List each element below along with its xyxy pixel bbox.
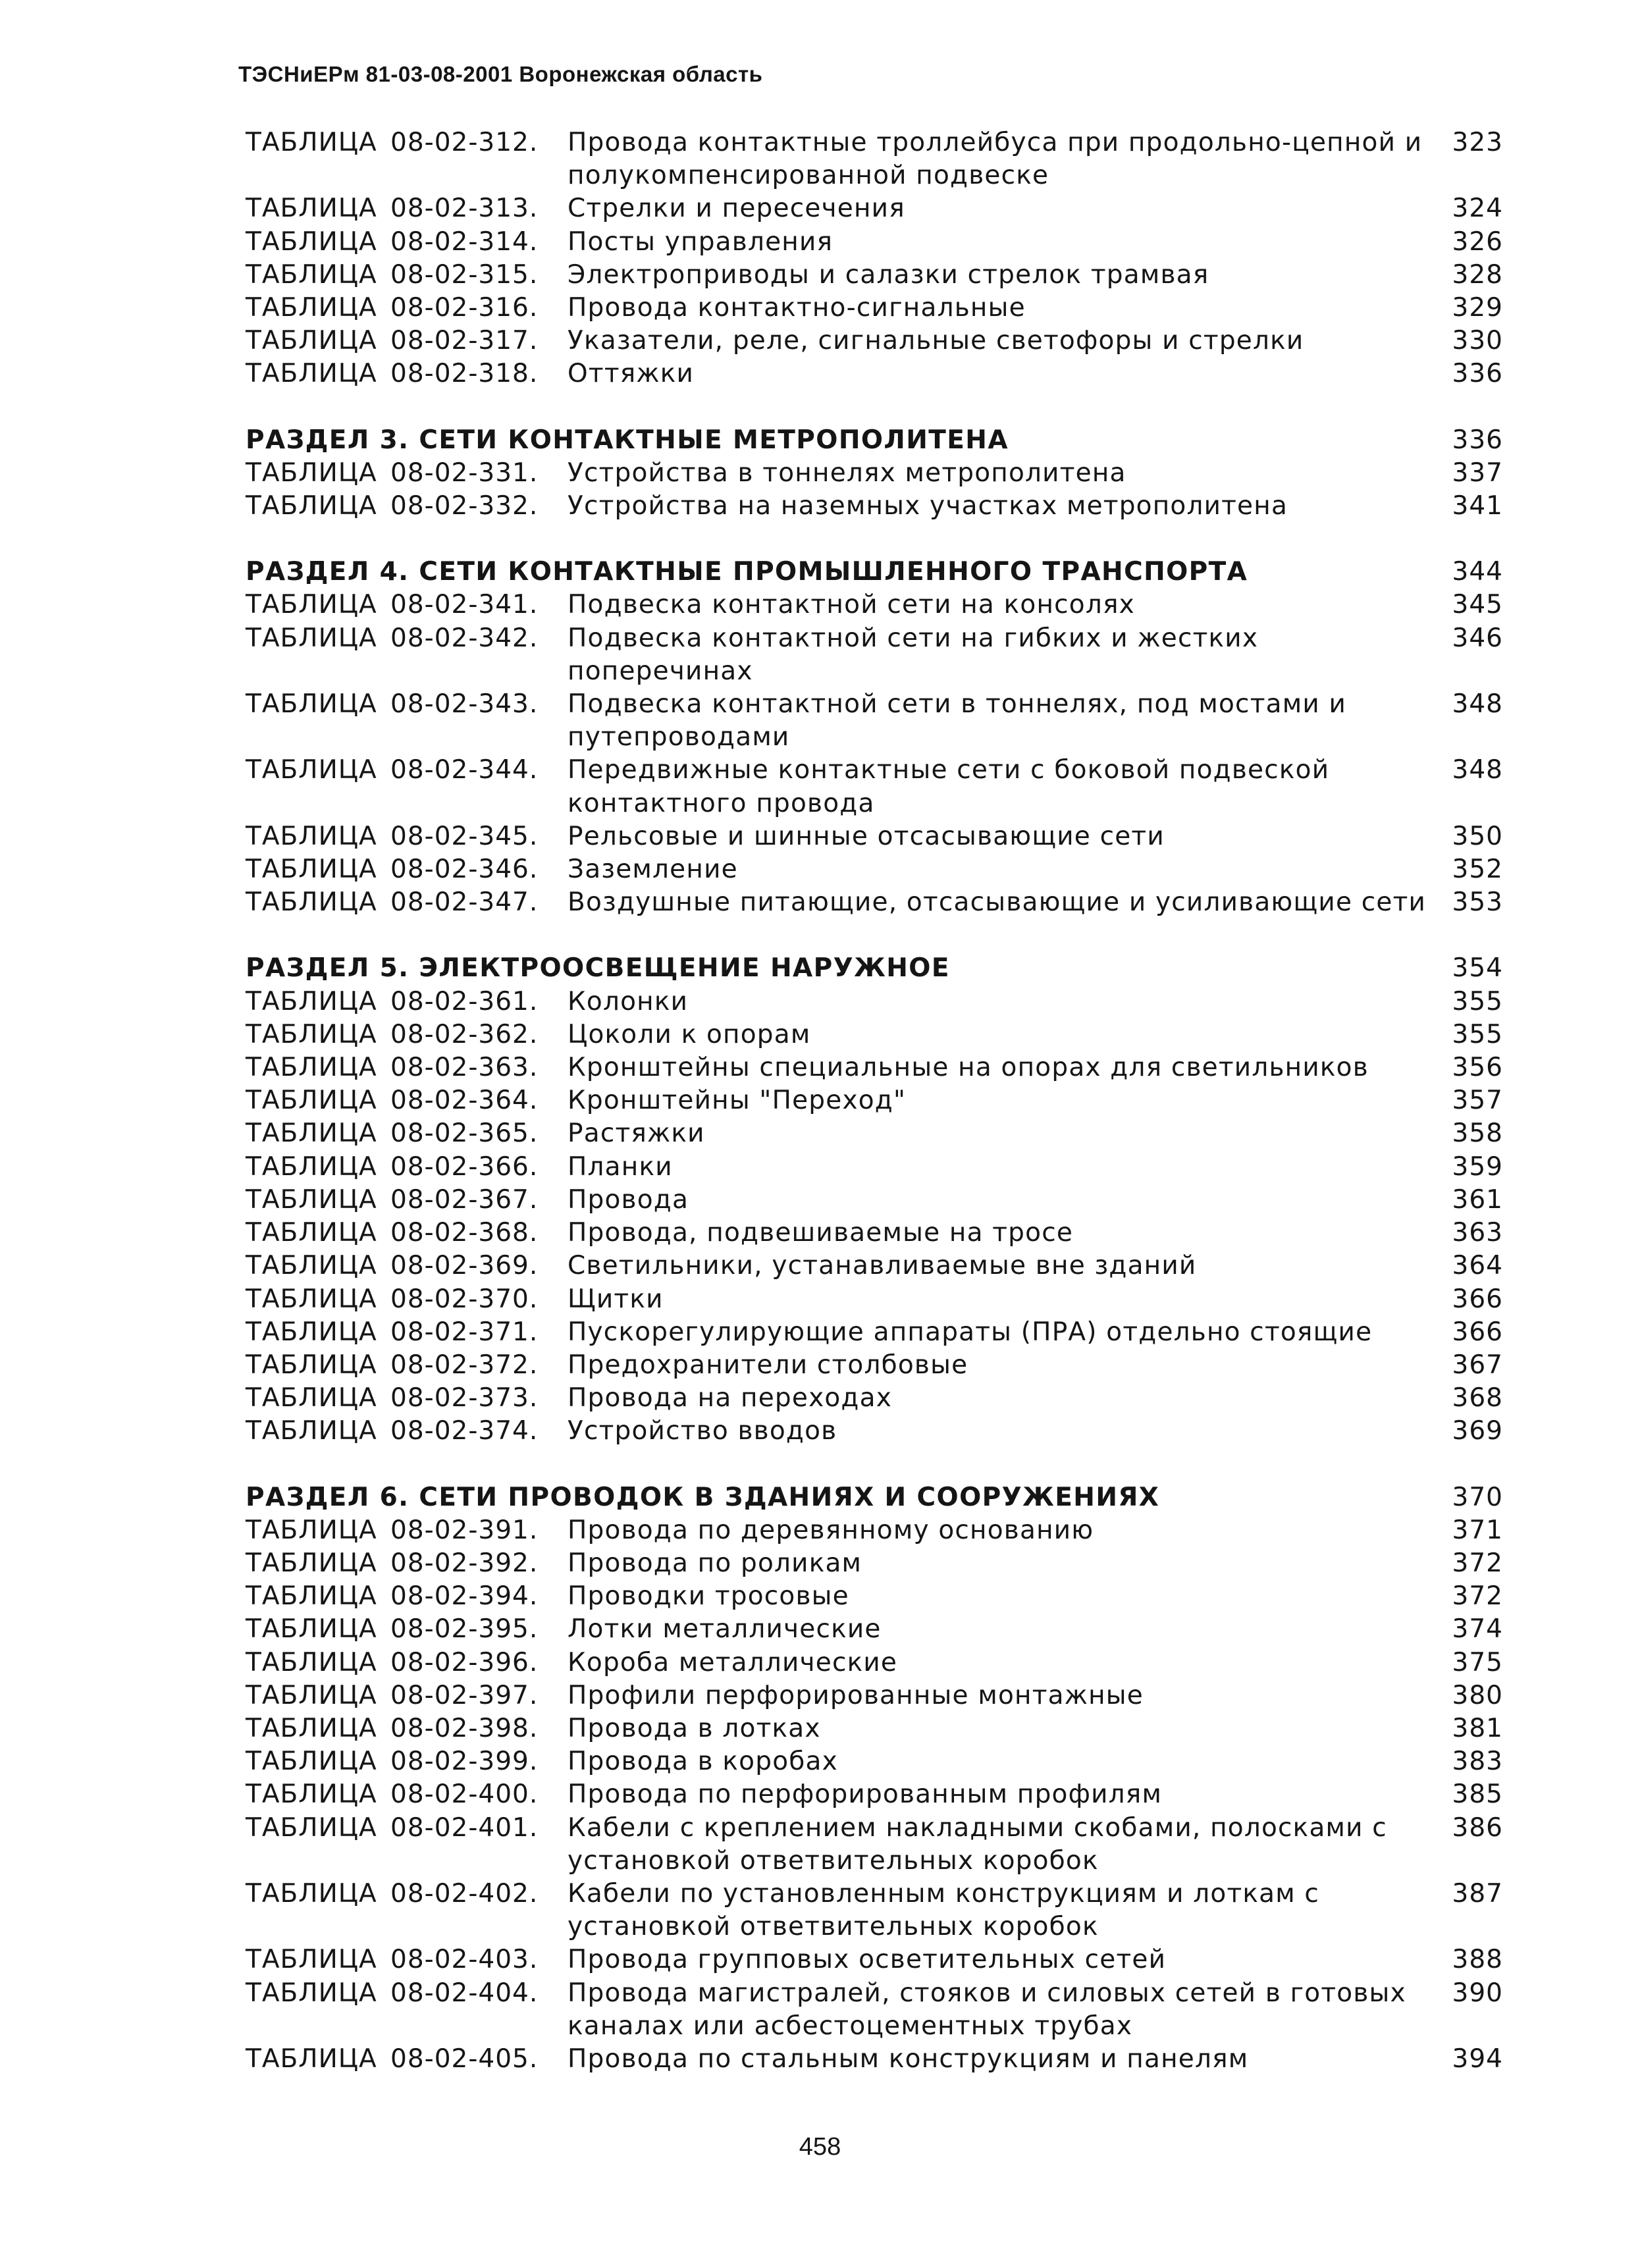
entry-description: Передвижные контактные сети с боковой подвеской контактного провода: [568, 755, 1330, 818]
entry-prefix: ТАБЛИЦА: [246, 1383, 377, 1413]
entry-page-number: 355: [1452, 1019, 1503, 1049]
entry-description: Устройства на наземных участках метрополитена: [568, 491, 1288, 521]
entry-prefix: ТАБЛИЦА: [246, 1515, 377, 1545]
entry-code: 08-02-312.: [390, 128, 539, 157]
entry-page-number: 355: [1452, 986, 1503, 1016]
entry-code: 08-02-405.: [390, 2044, 539, 2074]
entry-prefix: ТАБЛИЦА: [246, 226, 377, 257]
entry-code: 08-02-313.: [390, 194, 539, 224]
entry-description: Устройство вводов: [568, 1416, 837, 1446]
entry-prefix: ТАБЛИЦА: [246, 1614, 377, 1645]
entry-prefix: ТАБЛИЦА: [246, 689, 377, 720]
entry-code: 08-02-395.: [390, 1614, 539, 1645]
entry-page-number: 372: [1452, 1581, 1503, 1612]
entry-description: Колонки: [568, 986, 689, 1016]
entry-description: Заземление: [568, 855, 738, 885]
entry-description: Подвеска контактной сети на консолях: [568, 590, 1135, 620]
section-page-number: 370: [1452, 1482, 1503, 1512]
entry-page-number: 387: [1452, 1878, 1503, 1909]
toc-entry: [246, 1349, 1503, 1382]
entry-description: Стрелки и пересечения: [568, 194, 905, 224]
section-heading: [246, 556, 1503, 589]
entry-code: 08-02-342.: [390, 623, 539, 653]
entry-code: 08-02-404.: [390, 1978, 539, 2008]
toc-entry: [246, 1580, 1503, 1613]
entry-prefix: ТАБЛИЦА: [246, 1647, 377, 1677]
entry-prefix: ТАБЛИЦА: [246, 458, 377, 488]
entry-code: 08-02-401.: [390, 1812, 539, 1843]
entry-page-number: 345: [1452, 590, 1503, 620]
entry-prefix: ТАБЛИЦА: [246, 1317, 377, 1347]
entry-page-number: 361: [1452, 1184, 1503, 1215]
toc-entry: [246, 226, 1503, 259]
entry-description: Кронштейны "Переход": [568, 1086, 907, 1116]
entry-prefix: ТАБЛИЦА: [246, 1812, 377, 1843]
entry-page-number: 329: [1452, 293, 1503, 323]
entry-page-number: 367: [1452, 1350, 1503, 1380]
entry-page-number: 385: [1452, 1780, 1503, 1810]
toc-entry: [246, 1184, 1503, 1217]
toc-entry: [246, 1613, 1503, 1646]
entry-description: Пускорегулирующие аппараты (ПРА) отдельно стоящие: [568, 1317, 1373, 1347]
entry-code: 08-02-371.: [390, 1317, 539, 1347]
entry-prefix: ТАБЛИЦА: [246, 1151, 377, 1182]
entry-prefix: ТАБЛИЦА: [246, 1548, 377, 1578]
entry-prefix: ТАБЛИЦА: [246, 2044, 377, 2074]
toc-entry: [246, 853, 1503, 886]
entry-page-number: 353: [1452, 887, 1503, 918]
entry-page-number: 366: [1452, 1317, 1503, 1347]
entry-prefix: ТАБЛИЦА: [246, 1019, 377, 1049]
entry-prefix: ТАБЛИЦА: [246, 128, 377, 157]
entry-page-number: 371: [1452, 1515, 1503, 1545]
section-title: РАЗДЕЛ 6. СЕТИ ПРОВОДОК В ЗДАНИЯХ И СООРУЖЕНИЯХ: [246, 1482, 1160, 1512]
toc-entry: [246, 292, 1503, 325]
entry-page-number: 383: [1452, 1747, 1503, 1777]
entry-code: 08-02-400.: [390, 1780, 539, 1810]
entry-code: 08-02-394.: [390, 1581, 539, 1612]
entry-description: Оттяжки: [568, 359, 695, 389]
entry-code: 08-02-331.: [390, 458, 539, 488]
entry-description: Провода по стальным конструкциям и панелям: [568, 2044, 1249, 2074]
entry-prefix: ТАБЛИЦА: [246, 986, 377, 1016]
section-page-number: 344: [1452, 557, 1503, 587]
section-page-number: 354: [1452, 953, 1503, 984]
entry-prefix: ТАБЛИЦА: [246, 623, 377, 653]
entry-prefix: ТАБЛИЦА: [246, 1350, 377, 1380]
entry-page-number: 348: [1452, 755, 1503, 785]
toc-entry: [246, 589, 1503, 621]
entry-code: 08-02-369.: [390, 1251, 539, 1281]
entry-page-number: 346: [1452, 623, 1503, 653]
entry-description: Планки: [568, 1151, 673, 1182]
entry-code: 08-02-399.: [390, 1747, 539, 1777]
section-heading: [246, 952, 1503, 985]
toc-entry: [246, 754, 1503, 820]
entry-description: Провода групповых осветительных сетей: [568, 1945, 1167, 1975]
entry-code: 08-02-363.: [390, 1053, 539, 1083]
entry-code: 08-02-368.: [390, 1218, 539, 1248]
entry-page-number: 386: [1452, 1812, 1503, 1843]
toc-entry: [246, 1547, 1503, 1580]
entry-description: Указатели, реле, сигнальные светофоры и стрелки: [568, 326, 1304, 356]
entry-code: 08-02-347.: [390, 887, 539, 918]
toc-entry: [246, 1151, 1503, 1184]
entry-code: 08-02-370.: [390, 1284, 539, 1314]
entry-code: 08-02-364.: [390, 1086, 539, 1116]
entry-page-number: 336: [1452, 359, 1503, 389]
entry-code: 08-02-392.: [390, 1548, 539, 1578]
entry-prefix: ТАБЛИЦА: [246, 1284, 377, 1314]
entry-page-number: 374: [1452, 1614, 1503, 1645]
entry-description: Профили перфорированные монтажные: [568, 1680, 1144, 1710]
entry-page-number: 341: [1452, 491, 1503, 521]
entry-description: Кабели с креплением накладными скобами, полосками с установкой ответвительных коробок: [568, 1812, 1387, 1876]
toc-entry: [246, 688, 1503, 754]
entry-prefix: ТАБЛИЦА: [246, 855, 377, 885]
entry-code: 08-02-365.: [390, 1119, 539, 1149]
entry-prefix: ТАБЛИЦА: [246, 1747, 377, 1777]
entry-code: 08-02-366.: [390, 1151, 539, 1182]
toc-entry: [246, 1943, 1503, 1976]
entry-description: Провода по деревянному основанию: [568, 1515, 1094, 1545]
entry-page-number: 381: [1452, 1713, 1503, 1743]
entry-prefix: ТАБЛИЦА: [246, 194, 377, 224]
toc-entry: [246, 1316, 1503, 1349]
entry-page-number: 352: [1452, 855, 1503, 885]
entry-description: Провода на переходах: [568, 1383, 892, 1413]
entry-page-number: 358: [1452, 1119, 1503, 1149]
entry-prefix: ТАБЛИЦА: [246, 1581, 377, 1612]
toc-entry: [246, 886, 1503, 919]
entry-description: Провода: [568, 1184, 689, 1215]
toc-entry: [246, 457, 1503, 490]
section-title: РАЗДЕЛ 5. ЭЛЕКТРООСВЕЩЕНИЕ НАРУЖНОЕ: [246, 953, 950, 984]
entry-description: Посты управления: [568, 226, 833, 257]
entry-code: 08-02-318.: [390, 359, 539, 389]
toc-entry: [246, 1018, 1503, 1051]
entry-prefix: ТАБЛИЦА: [246, 590, 377, 620]
entry-prefix: ТАБЛИЦА: [246, 293, 377, 323]
entry-page-number: 363: [1452, 1218, 1503, 1248]
entry-description: Короба металлические: [568, 1647, 898, 1677]
entry-description: Рельсовые и шинные отсасывающие сети: [568, 821, 1165, 851]
entry-page-number: 375: [1452, 1647, 1503, 1677]
entry-description: Цоколи к опорам: [568, 1019, 811, 1049]
entry-description: Провода контактно-сигнальные: [568, 293, 1026, 323]
entry-prefix: ТАБЛИЦА: [246, 1713, 377, 1743]
entry-prefix: ТАБЛИЦА: [246, 1251, 377, 1281]
document-header: ТЭСНиЕРм 81-03-08-2001 Воронежская область: [238, 62, 763, 86]
entry-page-number: 366: [1452, 1284, 1503, 1314]
toc-entry: [246, 1778, 1503, 1811]
toc-entry: [246, 622, 1503, 688]
entry-code: 08-02-341.: [390, 590, 539, 620]
entry-page-number: 356: [1452, 1053, 1503, 1083]
entry-page-number: 394: [1452, 2044, 1503, 2074]
entry-description: Лотки металлические: [568, 1614, 882, 1645]
section-heading: [246, 424, 1503, 457]
toc-entry: [246, 1679, 1503, 1712]
entry-prefix: ТАБЛИЦА: [246, 1119, 377, 1149]
entry-code: 08-02-315.: [390, 259, 539, 290]
entry-page-number: 369: [1452, 1416, 1503, 1446]
entry-code: 08-02-345.: [390, 821, 539, 851]
entry-page-number: 359: [1452, 1151, 1503, 1182]
entry-code: 08-02-344.: [390, 755, 539, 785]
toc-entry: [246, 820, 1503, 853]
toc-entry: [246, 1250, 1503, 1282]
toc-entry: [246, 357, 1503, 390]
toc-entry: [246, 126, 1503, 192]
entry-code: 08-02-346.: [390, 855, 539, 885]
entry-code: 08-02-317.: [390, 326, 539, 356]
entry-description: Подвеска контактной сети на гибких и жестких поперечинах: [568, 623, 1259, 686]
entry-description: Электроприводы и салазки стрелок трамвая: [568, 259, 1209, 290]
toc-entry: [246, 1084, 1503, 1117]
section-page-number: 336: [1452, 425, 1503, 455]
toc-entry: [246, 1382, 1503, 1415]
entry-description: Подвеска контактной сети в тоннелях, под мостами и путепроводами: [568, 689, 1347, 752]
toc-entry: [246, 1878, 1503, 1943]
toc-entry: [246, 259, 1503, 292]
entry-code: 08-02-362.: [390, 1019, 539, 1049]
entry-prefix: ТАБЛИЦА: [246, 326, 377, 356]
entry-prefix: ТАБЛИЦА: [246, 887, 377, 918]
toc-entry: [246, 1977, 1503, 2043]
entry-page-number: 364: [1452, 1251, 1503, 1281]
toc-entry: [246, 1051, 1503, 1084]
toc-entry: [246, 1117, 1503, 1150]
entry-prefix: ТАБЛИЦА: [246, 1218, 377, 1248]
section-title: РАЗДЕЛ 3. СЕТИ КОНТАКТНЫЕ МЕТРОПОЛИТЕНА: [246, 425, 1009, 455]
entry-code: 08-02-391.: [390, 1515, 539, 1545]
entry-prefix: ТАБЛИЦА: [246, 1780, 377, 1810]
toc-entry: [246, 2043, 1503, 2076]
toc-entry: [246, 1812, 1503, 1878]
toc-entry: [246, 1217, 1503, 1250]
table-of-contents: [246, 126, 1503, 2076]
entry-code: 08-02-398.: [390, 1713, 539, 1743]
entry-code: 08-02-396.: [390, 1647, 539, 1677]
entry-prefix: ТАБЛИЦА: [246, 821, 377, 851]
entry-description: Провода в коробах: [568, 1747, 838, 1777]
entry-page-number: 337: [1452, 458, 1503, 488]
entry-code: 08-02-397.: [390, 1680, 539, 1710]
toc-entry: [246, 1712, 1503, 1745]
toc-entry: [246, 986, 1503, 1018]
entry-prefix: ТАБЛИЦА: [246, 359, 377, 389]
entry-description: Провода магистралей, стояков и силовых сетей в готовых каналах или асбестоцементных трубах: [568, 1978, 1406, 2041]
entry-code: 08-02-367.: [390, 1184, 539, 1215]
entry-page-number: 388: [1452, 1945, 1503, 1975]
entry-prefix: ТАБЛИЦА: [246, 1184, 377, 1215]
entry-description: Провода, подвешиваемые на тросе: [568, 1218, 1074, 1248]
entry-code: 08-02-374.: [390, 1416, 539, 1446]
entry-description: Предохранители столбовые: [568, 1350, 968, 1380]
entry-description: Устройства в тоннелях метрополитена: [568, 458, 1126, 488]
entry-description: Щитки: [568, 1284, 664, 1314]
entry-description: Светильники, устанавливаемые вне зданий: [568, 1251, 1197, 1281]
section-heading: [246, 1481, 1503, 1514]
toc-entry: [246, 1283, 1503, 1316]
entry-prefix: ТАБЛИЦА: [246, 259, 377, 290]
entry-code: 08-02-332.: [390, 491, 539, 521]
entry-description: Воздушные питающие, отсасывающие и усиливающие сети: [568, 887, 1427, 918]
toc-entry: [246, 192, 1503, 225]
entry-page-number: 323: [1452, 128, 1503, 157]
toc-entry: [246, 1745, 1503, 1778]
entry-prefix: ТАБЛИЦА: [246, 1878, 377, 1909]
entry-description: Провода по перфорированным профилям: [568, 1780, 1163, 1810]
toc-entry: [246, 490, 1503, 523]
entry-prefix: ТАБЛИЦА: [246, 1086, 377, 1116]
entry-description: Проводки тросовые: [568, 1581, 849, 1612]
entry-prefix: ТАБЛИЦА: [246, 1053, 377, 1083]
entry-page-number: 330: [1452, 326, 1503, 356]
toc-entry: [246, 1514, 1503, 1547]
entry-code: 08-02-372.: [390, 1350, 539, 1380]
entry-code: 08-02-403.: [390, 1945, 539, 1975]
entry-prefix: ТАБЛИЦА: [246, 755, 377, 785]
entry-page-number: 372: [1452, 1548, 1503, 1578]
entry-page-number: 380: [1452, 1680, 1503, 1710]
toc-entry: [246, 1647, 1503, 1679]
entry-description: Растяжки: [568, 1119, 705, 1149]
entry-page-number: 326: [1452, 226, 1503, 257]
entry-code: 08-02-373.: [390, 1383, 539, 1413]
entry-code: 08-02-343.: [390, 689, 539, 720]
entry-prefix: ТАБЛИЦА: [246, 491, 377, 521]
toc-entry: [246, 1415, 1503, 1448]
entry-description: Провода по роликам: [568, 1548, 862, 1578]
section-title: РАЗДЕЛ 4. СЕТИ КОНТАКТНЫЕ ПРОМЫШЛЕННОГО ТРАНСПОРТА: [246, 557, 1248, 587]
entry-page-number: 390: [1452, 1978, 1503, 2008]
entry-page-number: 357: [1452, 1086, 1503, 1116]
entry-description: Провода в лотках: [568, 1713, 821, 1743]
entry-prefix: ТАБЛИЦА: [246, 1978, 377, 2008]
entry-description: Кронштейны специальные на опорах для светильников: [568, 1053, 1369, 1083]
entry-code: 08-02-402.: [390, 1878, 539, 1909]
entry-page-number: 324: [1452, 194, 1503, 224]
entry-prefix: ТАБЛИЦА: [246, 1680, 377, 1710]
page-number: 458: [799, 2133, 841, 2161]
entry-prefix: ТАБЛИЦА: [246, 1945, 377, 1975]
entry-page-number: 348: [1452, 689, 1503, 720]
entry-code: 08-02-361.: [390, 986, 539, 1016]
entry-page-number: 368: [1452, 1383, 1503, 1413]
entry-code: 08-02-316.: [390, 293, 539, 323]
entry-page-number: 350: [1452, 821, 1503, 851]
entry-description: Кабели по установленным конструкциям и лоткам с установкой ответвительных коробок: [568, 1878, 1320, 1942]
entry-description: Провода контактные троллейбуса при продольно-цепной и полукомпенсированной подвеске: [568, 128, 1423, 191]
entry-code: 08-02-314.: [390, 226, 539, 257]
entry-prefix: ТАБЛИЦА: [246, 1416, 377, 1446]
entry-page-number: 328: [1452, 259, 1503, 290]
toc-entry: [246, 325, 1503, 357]
